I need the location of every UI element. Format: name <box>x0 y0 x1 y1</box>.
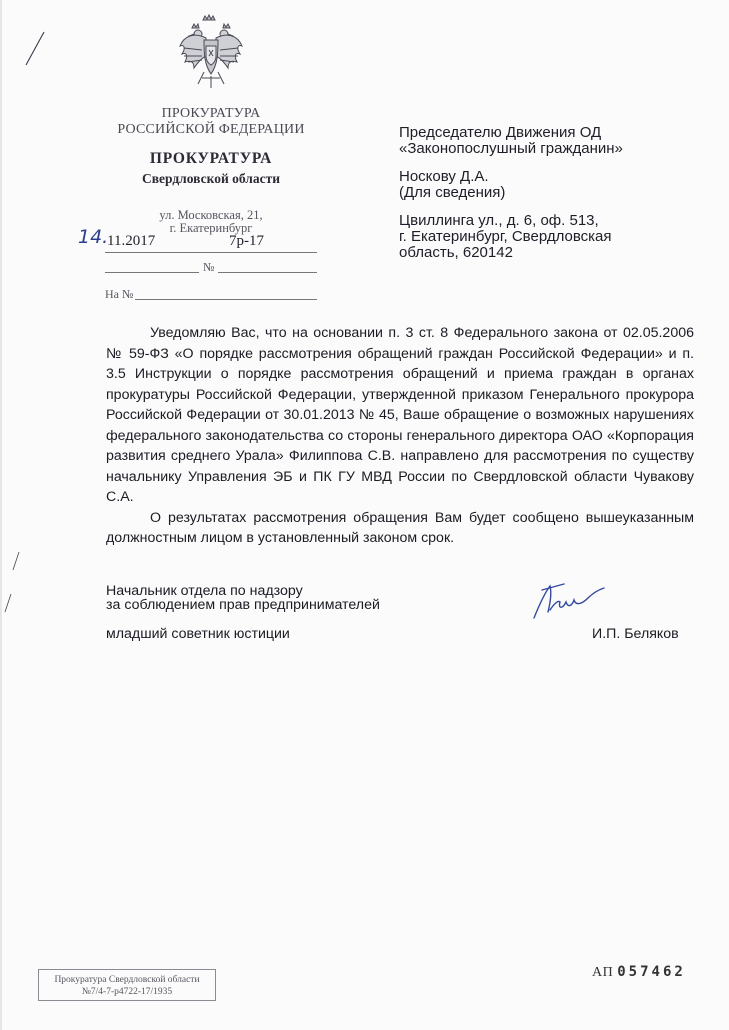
in-reply-label: На № <box>105 287 134 301</box>
address-line2: г. Екатеринбург <box>169 221 253 235</box>
registry-stamp <box>38 969 216 1001</box>
office-region: Свердловской области <box>141 171 281 186</box>
number-left-line <box>105 272 199 273</box>
registration-number: 7р-17 <box>229 233 264 249</box>
addressee-line4: (Для сведения) <box>399 184 506 201</box>
date-printed: 11.2017 <box>107 233 156 249</box>
signer-position-line1: Начальник отдела по надзору <box>106 583 303 599</box>
addressee-line3: Носкову Д.А. <box>399 168 489 185</box>
coat-of-arms-icon <box>176 12 246 92</box>
org-name-line1: ПРОКУРАТУРА <box>161 106 261 121</box>
number-right-line <box>218 272 317 273</box>
signature-icon <box>528 580 608 624</box>
stamp-line2: №7/4-7-р4722-17/1935 <box>81 987 173 997</box>
pen-mark-left <box>2 548 24 618</box>
handwritten-day: 14. <box>78 226 109 248</box>
in-reply-line <box>135 299 317 300</box>
address-line1: ул. Московская, 21, <box>159 208 263 222</box>
date-underline <box>105 252 317 253</box>
stamp-line1: Прокуратура Свердловской области <box>54 975 200 985</box>
addressee-line2: «Законопослушный гражданин» <box>399 140 623 157</box>
serial-prefix: АП <box>592 965 614 980</box>
addressee-line7: область, 620142 <box>399 244 513 261</box>
org-name-line2: РОССИЙСКОЙ ФЕДЕРАЦИИ <box>117 122 305 137</box>
body-paragraph-1: Уведомляю Вас, что на основании п. 3 ст. 8 Федерального закона от 02.05.2006 № 59-ФЗ «О порядке рассмотрения обращений граждан Российской Федерации» и п. 3.5 Инструкции о порядке рассмотрения обращений и приема граждан в органах прокуратуры Российской Федерации, утвержденной приказом Генерального прокурора Российской Федерации от 30.01.2013 № 45, Ваше обращение о возможных нарушениях федерального законодательства со стороны генерального директора ОАО «Корпорация развития среднего Урала» Филиппова С.В. направлено для рассмотрения по существу начальнику Управления ЭБ и ПК ГУ МВД России по Свердловской области Чувакову С.А. <box>106 325 694 505</box>
signer-name: И.П. Беляков <box>592 626 679 642</box>
serial-number: 057462 <box>617 964 686 980</box>
letter-body <box>106 323 694 549</box>
pen-mark <box>22 28 52 68</box>
page-edge <box>0 0 2 1030</box>
addressee-line6: г. Екатеринбург, Свердловская <box>399 228 612 245</box>
addressee-line1: Председателю Движения ОД <box>399 124 602 141</box>
form-serial <box>592 964 686 981</box>
office-title: ПРОКУРАТУРА <box>149 150 273 167</box>
body-paragraph-2: О результатах рассмотрения обращения Вам будет сообщено вышеуказанным должностным лицом в установленный законом срок. <box>106 509 694 546</box>
addressee-line5: Цвиллинга ул., д. 6, оф. 513, <box>399 212 599 229</box>
signer-rank: младший советник юстиции <box>106 626 290 642</box>
number-sign: № <box>203 260 215 274</box>
signer-position-line2: за соблюдением прав предпринимателей <box>106 597 380 613</box>
